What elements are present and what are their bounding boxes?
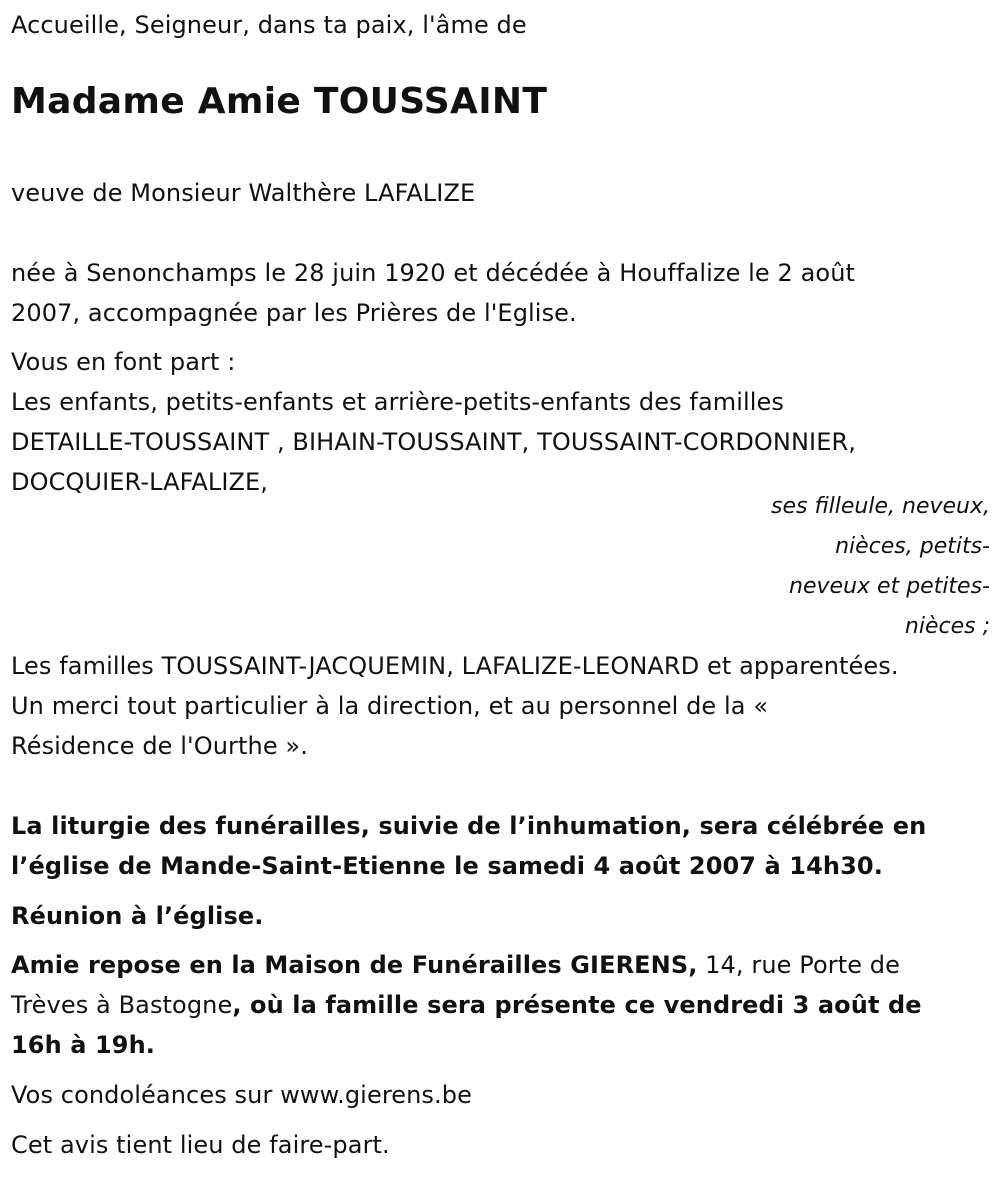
announce-heading: Vous en font part : — [11, 348, 236, 376]
announce-line-1: Les enfants, petits-enfants et arrière-petits-enfants des familles — [11, 388, 785, 416]
rest-line-2 — [11, 985, 922, 1025]
widow-text: veuve de Monsieur Walthère LAFALIZE — [11, 179, 476, 207]
relatives-line-4: nièces ; — [904, 614, 990, 639]
rest-bold-1: Amie repose en la Maison de Funérailles GIERENS, — [11, 951, 698, 979]
relatives-line-2: nièces, petits- — [835, 534, 990, 559]
announce-line-3: DOCQUIER-LAFALIZE, — [11, 468, 269, 496]
rest-bold-2: , où la famille sera présente ce vendredi 3 août de — [232, 991, 922, 1019]
thanks-line-1: Un merci tout particulier à la direction, et au personnel de la « — [11, 692, 769, 720]
meeting-text: Réunion à l’église. — [11, 902, 264, 930]
rest-normal-2: Trèves à Bastogne — [11, 991, 233, 1019]
relatives-line-1: ses filleule, neveux, — [771, 494, 990, 519]
families-text: Les familles TOUSSAINT-JACQUEMIN, LAFALIZE-LEONARD et apparentées. — [11, 652, 899, 680]
thanks-line-2: Résidence de l'Ourthe ». — [11, 732, 308, 760]
liturgy-line-1: La liturgie des funérailles, suivie de l’inhumation, sera célébrée en — [11, 812, 927, 840]
closing-text: Cet avis tient lieu de faire-part. — [11, 1131, 390, 1159]
deceased-name: Madame Amie TOUSSAINT — [11, 81, 548, 122]
birth-death-line-2: 2007, accompagnée par les Prières de l'Eglise. — [11, 299, 577, 327]
relatives-line-3: neveux et petites- — [789, 574, 990, 599]
rest-line-3: 16h à 19h. — [11, 1031, 155, 1059]
rest-line-1 — [11, 945, 900, 985]
announce-line-2: DETAILLE-TOUSSAINT , BIHAIN-TOUSSAINT, TOUSSAINT-CORDONNIER, — [11, 428, 856, 456]
birth-death-line-1: née à Senonchamps le 28 juin 1920 et décédée à Houffalize le 2 août — [11, 259, 856, 287]
condolences-text: Vos condoléances sur www.gierens.be — [11, 1081, 472, 1109]
rest-normal-1: 14, rue Porte de — [697, 951, 901, 979]
liturgy-line-2: l’église de Mande-Saint-Etienne le samedi 4 août 2007 à 14h30. — [11, 852, 883, 880]
intro-text: Accueille, Seigneur, dans ta paix, l'âme de — [11, 11, 527, 39]
